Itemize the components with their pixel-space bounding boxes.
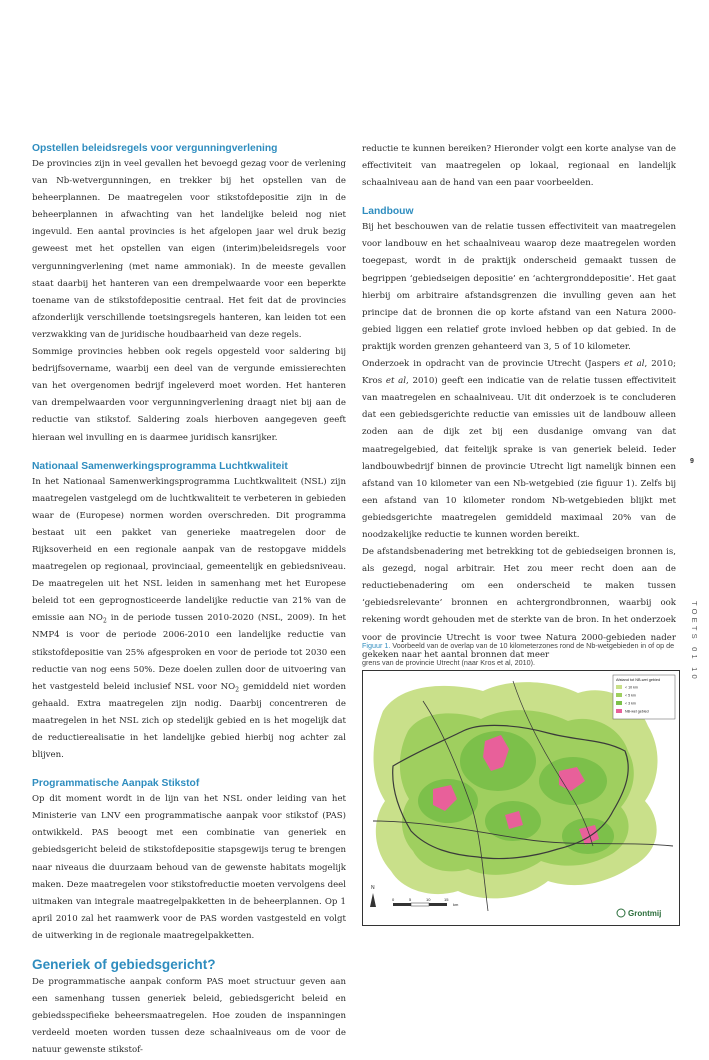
heading-beleidsregels: Opstellen beleidsregels voor vergunningverlening [32,143,278,154]
legend-swatch [616,709,622,713]
figure-caption: Figuur 1. Voorbeeld van de overlap van de 10 kilometerzones rond de Nb-wetgebieden in of op de grens van de provincie Utrecht (naar Kros et al, 2010). [362,641,675,667]
legend-item: NB-wet gebied [625,709,649,714]
map-legend [613,675,675,719]
svg-text:N: N [371,885,375,891]
running-head: TOETS 01 10 [690,601,699,682]
legend-item: < 10 km [625,685,638,690]
scale-label: 15 [444,897,449,902]
right-column [362,141,676,664]
paragraph: De afstandsbenadering met betrekking tot de gebiedseigen bronnen is, als gezegd, nogal arbitrair. Het zou meer recht doen aan de reductiebenadering om een onderscheid te maken tussen ‘gebiedsrelevante’ bronnen en achtergrondbronnen, waarbij ook rekening wordt gehouden met de sterkte van de bron. In het onderzoek voor de provincie Utrecht is voor twee Natura 2000-gebieden nader gekeken naar het aantal bronnen dat meer [362,547,676,660]
page-number: 9 [690,458,694,465]
paragraph: reductie te kunnen bereiken? Hieronder volgt een korte analyse van de effectiviteit van maatregelen op lokaal, regionaal en landelijk schaalniveau aan de hand van een paar voorbeelden. [362,144,676,189]
scale-label: 5 [409,897,412,902]
figure-map [362,670,680,926]
heading-landbouw: Landbouw [362,206,414,218]
grontmij-logo [617,909,661,918]
paragraph: Bij het beschouwen van de relatie tussen effectiviteit van maatregelen voor landbouw en het schaalniveau waarop deze maatregelen worden toegepast, wordt in de praktijk onderscheid gemaakt tussen de begrippen ‘gebiedseigen depositie’ en ‘achtergronddepositie’. Het gaat hierbij om arbitraire afstandsgrenzen die invulling geven aan het principe dat de bronnen die op korte afstand van een Natura 2000-gebied liggen een relatief grote invloed hebben op dat gebied. In de praktijk worden grenzen gehanteerd van 3, 5 of 10 kilometer. [362,222,676,352]
logo-text: Grontmij [628,909,662,918]
legend-swatch [616,701,622,705]
scale-label: 0 [392,897,395,902]
scale-bar [392,897,459,907]
legend-item: < 3 km [625,701,636,706]
heading-generiek: Generiek of gebiedsgericht? [32,957,216,973]
left-column [32,141,346,1060]
paragraph: De programmatische aanpak conform PAS moet structuur geven aan een samenhang tussen generiek beleid, gebiedsgericht beleid en gebiedsspecifieke beheersmaatregelen. Hoe zouden de inspanningen verdeeld moeten worden tussen deze schaalniveaus om de voor de natuur gewenste stikstof- [32,977,346,1056]
legend-swatch [616,693,622,697]
map-graphic [363,671,679,925]
legend-swatch [616,685,622,689]
legend-title: Afstand tot NB-wet gebied [616,678,661,682]
scale-label: 10 [426,897,431,902]
paragraph: De provincies zijn in veel gevallen het bevoegd gezag voor de verlening van Nb-wetvergunningen, en trekker bij het opstellen van de beheerplannen. De maatregelen voor stikstofdepositie zijn in de beheerplannen in afwachting van het landelijke beleid nog niet ingevuld. Een aantal provincies is het afgelopen jaar wel druk bezig geweest met het opstellen van eigen (interim)beleidsregels voor vergunningverlening (met name ammoniak). In de meeste gevallen staat daarbij het hanteren van een drempelwaarde voor een beperkte toename van de stikstofdepositie centraal. Het feit dat de provincies afzonderlijk verschillende toetsingsregels hanteren, kan leiden tot een verzwakking van de juridische houdbaarheid van deze regels. [32,159,346,340]
paragraph: Sommige provincies hebben ook regels opgesteld voor saldering bij bedrijfsovername, waarbij een deel van de vergunde emissierechten van het overgenomen bedrijf ingeleverd moet worden. Het hanteren van drempelwaarden voor vergunningverlening draagt niet bij aan de reductie van stikstof. Saldering zoals hierboven aangegeven geeft hieraan wel invulling en is daarmee juridisch kansrijker. [32,347,346,443]
heading-nsl: Nationaal Samenwerkingsprogramma Luchtkwaliteit [32,460,288,472]
paragraph: In het Nationaal Samenwerkingsprogramma Luchtkwaliteit (NSL) zijn maatregelen vastgelegd om de luchtkwaliteit te verbeteren in gebieden waar de (Europese) normen worden overschreden. Dit programma bestaat uit een pakket van generieke maatregelen door de Rijksoverheid en een regionale aanpak van de restopgave middels maatregelen op regionaal, provinciaal, gemeentelijk en gebiedsniveau. De maatregelen uit het NSL leiden in samenhang met het Europese beleid tot een geprognosticeerde landelijke reductie van 21% van de emissie aan $NO_2$ in de periode tussen 2010-2020 (NSL, 2009). In het NMP4 is voor de periode 2006-2010 een landelijke reductie van stikstofdepositie van 25% afgesproken en voor de periode tot 2030 een reductie van nog eens 50%. Deze doelen zullen door de uitvoering van het vastgesteld beleid inclusief NSL voor $NO_2$ gemiddeld niet worden gehaald. Extra maatregelen zijn nodig. Daarbij concentreren de maatregelen in het NSL zich op stedelijk gebied en is het mogelijk dat de reductierealisatie in het landelijke gebied hierbij nog achter zal blijven. [32,476,347,761]
heading-pas: Programmatische Aanpak Stikstof [32,778,200,790]
paragraph: Onderzoek in opdracht van de provincie Utrecht (Jaspers et al, 2010; Kros et al, 2010) geeft een indicatie van de relatie tussen effectiviteit van maatregelen en schaalniveau. Uit dit onderzoek is te concluderen dat een gebiedsgerichte reductie van emissies uit de landbouw alleen zoden aan de dijk zet bij een dusdanige omvang van dat maatregelgebied, dat feitelijk sprake is van generiek beleid. Ieder landbouwbedrijf binnen de provincie Utrecht ligt namelijk binnen een afstand van 10 kilometer van een Nb-wetgebied (zie figuur 1). Zelfs bij een afstand van 10 kilometer rondom Nb-wetgebieden blijkt met gebiedsgerichte maatregelen gemiddeld maximaal 20% van de noodzakelijke reductie te kunnen worden bereikt. [362,359,676,540]
scale-unit: km [453,902,459,907]
paragraph: Op dit moment wordt in de lijn van het NSL onder leiding van het Ministerie van LNV een programmatische aanpak voor stikstof (PAS) ontwikkeld. PAS beoogt met een combinatie van generiek en gebiedsgericht beleid de stikstofdepositie stapsgewijs terug te brengen naar niveaus die duurzaam behoud van de gewenste habitats mogelijk maken. Deze maatregelen voor stikstofreductie moeten vervolgens deel uitmaken van integrale maatregelpakketten in de beheerplannen. Op 1 april 2010 zal het raamwerk voor de PAS worden vastgesteld en volgt de uitwerking in de regionale maatregelpakketten. [32,794,346,941]
figure-label: Figuur 1. [362,641,391,650]
legend-item: < 5 km [625,693,636,698]
north-arrow [370,885,376,907]
